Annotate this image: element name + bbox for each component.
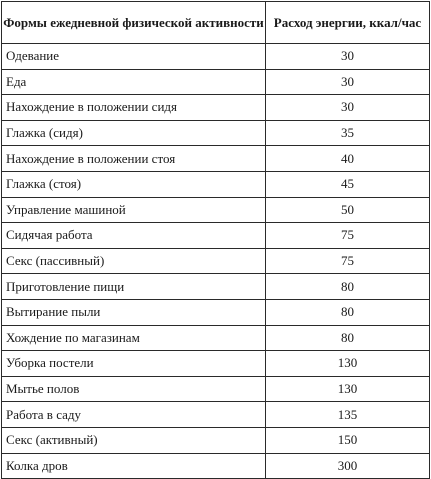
energy-cell: 300: [266, 453, 430, 479]
header-activity: Формы ежедневной физической активности: [2, 2, 266, 44]
table-row: [2, 427, 430, 453]
energy-cell: 30: [266, 95, 430, 121]
table-row: [2, 44, 430, 70]
table-header-row: [2, 2, 430, 44]
table-row: [2, 402, 430, 428]
energy-cell: 150: [266, 427, 430, 453]
table-row: [2, 376, 430, 402]
table-row: [2, 197, 430, 223]
table-row: [2, 325, 430, 351]
activity-cell: Колка дров: [2, 453, 266, 479]
table-row: [2, 146, 430, 172]
table-row: [2, 69, 430, 95]
table-body: [2, 44, 430, 479]
energy-cell: 80: [266, 325, 430, 351]
energy-cell: 80: [266, 274, 430, 300]
activity-cell: Еда: [2, 69, 266, 95]
table-row: [2, 223, 430, 249]
energy-cell: 50: [266, 197, 430, 223]
energy-cell: 40: [266, 146, 430, 172]
activity-cell: Управление машиной: [2, 197, 266, 223]
table-row: [2, 171, 430, 197]
activity-cell: Уборка постели: [2, 351, 266, 377]
table-row: [2, 274, 430, 300]
activity-cell: Секс (пассивный): [2, 248, 266, 274]
activity-cell: Секс (активный): [2, 427, 266, 453]
energy-cell: 130: [266, 376, 430, 402]
activity-cell: Одевание: [2, 44, 266, 70]
table-row: [2, 299, 430, 325]
activity-cell: Глажка (стоя): [2, 171, 266, 197]
energy-cell: 130: [266, 351, 430, 377]
table-row: [2, 95, 430, 121]
activity-cell: Хождение по магазинам: [2, 325, 266, 351]
energy-cell: 75: [266, 223, 430, 249]
table-row: [2, 351, 430, 377]
energy-expenditure-table: [1, 1, 430, 479]
activity-cell: Работа в саду: [2, 402, 266, 428]
table-row: [2, 248, 430, 274]
energy-cell: 80: [266, 299, 430, 325]
energy-cell: 30: [266, 44, 430, 70]
energy-cell: 30: [266, 69, 430, 95]
activity-cell: Нахождение в положении стоя: [2, 146, 266, 172]
energy-cell: 45: [266, 171, 430, 197]
header-energy: Расход энергии, ккал/час: [266, 2, 430, 44]
activity-cell: Нахождение в положении сидя: [2, 95, 266, 121]
table-row: [2, 120, 430, 146]
activity-cell: Глажка (сидя): [2, 120, 266, 146]
activity-cell: Приготовление пищи: [2, 274, 266, 300]
energy-cell: 75: [266, 248, 430, 274]
activity-cell: Вытирание пыли: [2, 299, 266, 325]
energy-cell: 135: [266, 402, 430, 428]
table-row: [2, 453, 430, 479]
activity-cell: Сидячая работа: [2, 223, 266, 249]
energy-cell: 35: [266, 120, 430, 146]
activity-cell: Мытье полов: [2, 376, 266, 402]
